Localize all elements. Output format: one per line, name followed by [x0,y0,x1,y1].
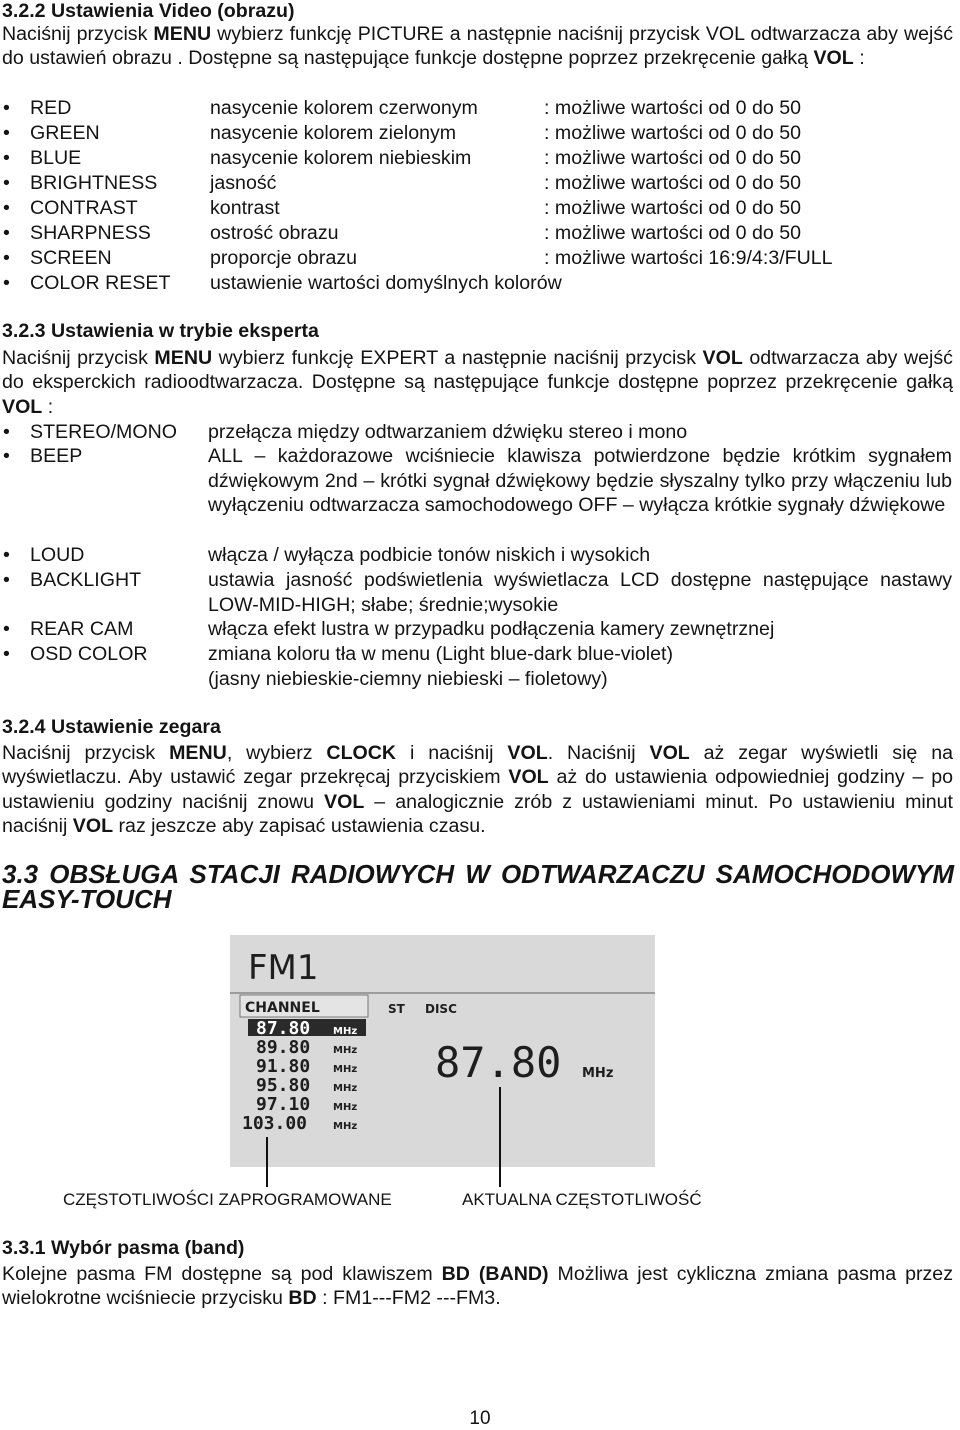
callout-lines [0,1167,960,1189]
setting-name: COLOR RESET [30,272,171,294]
setting-description: ALL – każdorazowe wciśniecie klawisza potwierdzone będzie krótkim sygnałem dźwiękowym 2nd – krótki sygnał dźwiękowy będzie słyszalny tylko przy włączeniu lub wyłączeniu odtwarzacza samochodowego OFF – wyłącza krótkie sygnały dźwiękowe [208,445,952,517]
preset-unit: MHz [333,1064,358,1075]
preset-frequency: 97.10 [256,1094,311,1115]
bullet-icon: • [3,97,10,119]
bold-run: MENU [154,347,213,369]
setting-description: włącza efekt lustra w przypadku podłączenia kamery zewnętrznej [208,618,775,640]
text-run: i naciśnij [396,742,508,764]
text-run: : FM1---FM2 ---FM3. [316,1287,501,1310]
bold-run: VOL [813,47,854,70]
preset-frequency: 103.00 [242,1113,308,1134]
bold-run: VOL [72,814,114,837]
setting-range: : możliwe wartości od 0 do 50 [544,197,802,219]
preset-unit: MHz [333,1102,358,1113]
bullet-icon: • [3,247,10,269]
setting-name: SHARPNESS [30,222,151,244]
text-run: – analogicznie zrób z ustawieniami minut. Po ustawieniu minut naciśnij [2,790,953,837]
bold-run: VOL [507,742,548,764]
section-heading-expert: 3.2.3 Ustawienia w trybie eksperta [2,320,319,342]
setting-row [0,146,960,171]
bullet-icon: • [3,122,10,144]
bullet-icon: • [3,421,10,443]
setting-range: : możliwe wartości od 0 do 50 [544,97,802,119]
preset-unit: MHz [333,1045,358,1056]
bullet-icon: • [3,147,10,169]
setting-row [0,196,960,221]
setting-name: RED [30,97,72,119]
setting-description: przełącza między odtwarzaniem dźwięku stereo i mono [208,421,688,443]
text-run: . Naciśnij [547,742,650,764]
page-number: 10 [469,1408,491,1429]
current-frequency: 87.80 [435,1038,562,1087]
stereo-indicator: ST [388,1002,405,1016]
preset-unit: MHz [333,1121,358,1132]
bold-run: VOL [649,742,690,764]
radio-display-screenshot [230,935,655,1167]
setting-name: LOUD [30,544,85,566]
setting-name: GREEN [30,122,100,144]
setting-name: STEREO/MONO [30,421,177,443]
section-heading-video: 3.2.2 Ustawienia Video (obrazu) [2,0,295,22]
text-run: raz jeszcze aby zapisać ustawienia czasu. [113,814,486,837]
setting-row [0,221,960,246]
bold-run: MENU [153,23,212,45]
bullet-icon: • [3,569,10,591]
preset-unit: MHz [333,1026,358,1037]
setting-row [0,271,960,296]
bullet-icon: • [3,222,10,244]
clock-paragraph [2,741,953,838]
setting-description: ustawienie wartości domyślnych kolorów [210,272,562,294]
setting-row [0,171,960,196]
bold-run: VOL [702,347,743,369]
preset-frequency: 91.80 [256,1056,311,1077]
setting-row [0,96,960,121]
setting-name: SCREEN [30,247,112,269]
bullet-icon: • [3,445,10,467]
setting-description: nasycenie kolorem niebieskim [210,147,472,169]
text-run: odtwarzacza aby wejść do eksperckich radioodtwarzacza. Dostępne są następujące funkcje dostępne poprzez przekręcenie gałką [2,347,953,394]
text-run: wybierz funkcję EXPERT a następnie naciśnij przycisk [212,347,703,369]
text-run: Naciśnij przycisk [2,347,155,369]
setting-name: BEEP [30,445,83,467]
setting-description: zmiana koloru tła w menu (Light blue-dark blue-violet) (jasny niebieskie-ciemny niebieski – fioletowy) [208,643,674,690]
setting-description: nasycenie kolorem zielonym [210,122,457,144]
bold-run: BD [288,1287,317,1310]
bullet-icon: • [3,544,10,566]
setting-row [0,246,960,271]
text-run: aż zegar wyświetli się na wyświetlaczu. Aby ustawić zegar przekręcaj przyciskiem [2,742,953,789]
text-run: aż do ustawienia odpowiedniej godziny – po ustawieniu godziny naciśnij znowu [2,766,953,813]
bold-run: BD (BAND) [441,1263,549,1285]
bullet-icon: • [3,172,10,194]
bold-run: VOL [2,395,43,418]
section-heading-radio: 3.3 OBSŁUGA STACJI RADIOWYCH W ODTWARZACZU SAMOCHODOWYM EASY-TOUCH [2,859,954,914]
expert-intro-paragraph [2,346,953,419]
channel-label: CHANNEL [245,1000,320,1016]
bullet-icon: • [3,197,10,219]
setting-range: : możliwe wartości 16:9/4:3/FULL [544,247,833,269]
bullet-icon: • [3,618,10,640]
setting-row [0,121,960,146]
preset-frequency: 95.80 [256,1075,311,1096]
video-intro-paragraph [2,22,953,71]
setting-name: OSD COLOR [30,643,148,665]
bold-run: MENU [169,742,227,764]
disc-indicator: DISC [425,1002,457,1016]
setting-description: jasność [210,172,277,194]
preset-frequency: 89.80 [256,1037,311,1058]
preset-frequency: 87.80 [256,1018,311,1039]
presets-caption: CZĘSTOTLIWOŚCI ZAPROGRAMOWANE [63,1190,392,1209]
section-heading-clock: 3.2.4 Ustawienie zegara [2,716,221,738]
preset-unit: MHz [333,1083,358,1094]
setting-range: : możliwe wartości od 0 do 50 [544,147,802,169]
bold-run: CLOCK [326,742,397,764]
section-heading-band: 3.3.1 Wybór pasma (band) [2,1237,245,1259]
text-run: , wybierz [226,742,327,764]
setting-name: REAR CAM [30,618,134,640]
bold-run: VOL [324,790,365,813]
setting-description: proporcje obrazu [210,247,358,269]
setting-name: BRIGHTNESS [30,172,158,194]
band-label: FM1 [248,948,319,988]
setting-description: ostrość obrazu [210,222,339,244]
setting-description: kontrast [210,197,280,219]
text-run: wybierz funkcję PICTURE a następnie naciśnij przycisk VOL odtwarzacza aby wejść do ustawień obrazu . Dostępne są następujące funkcje dostępne poprzez przekręcenie gałką [2,23,953,70]
text-run: Możliwa jest cykliczna zmiana pasma przez wielokrotne wciśniecie przycisku [2,1263,953,1310]
bullet-icon: • [3,643,10,665]
setting-range: : możliwe wartości od 0 do 50 [544,172,802,194]
setting-range: : możliwe wartości od 0 do 50 [544,222,802,244]
setting-name: BLUE [30,147,82,169]
setting-description: ustawia jasność podświetlenia wyświetlacza LCD dostępne następujące nastawy LOW-MID-HIGH; słabe; średnie;wysokie [208,569,952,616]
text-run: Kolejne pasma FM dostępne są pod klawiszem [2,1263,442,1285]
current-frequency-caption: AKTUALNA CZĘSTOTLIWOŚĆ [462,1190,702,1209]
text-run: Naciśnij przycisk [2,23,154,45]
setting-range: : możliwe wartości od 0 do 50 [544,122,802,144]
text-run: : [42,395,54,418]
text-run: Naciśnij przycisk [2,742,170,764]
setting-description: nasycenie kolorem czerwonym [210,97,478,119]
band-paragraph [2,1262,953,1311]
setting-name: CONTRAST [30,197,138,219]
setting-description: włącza / wyłącza podbicie tonów niskich i wysokich [208,544,651,566]
bullet-icon: • [3,272,10,294]
bold-run: VOL [508,766,549,789]
text-run: : [853,47,865,70]
current-frequency-unit: MHz [582,1066,614,1081]
setting-name: BACKLIGHT [30,569,142,591]
